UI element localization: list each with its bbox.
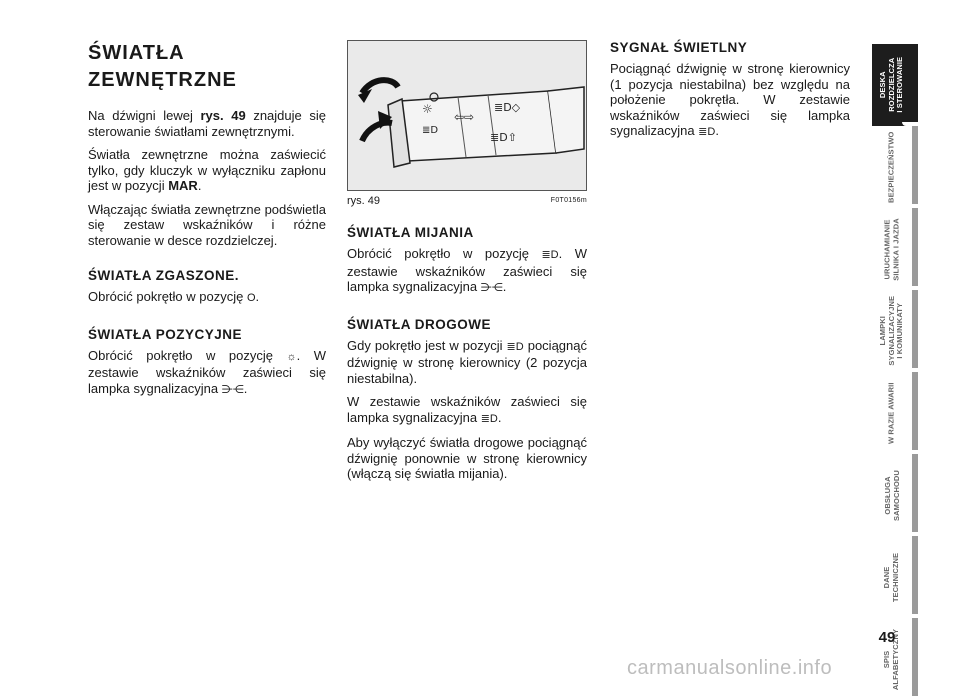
position-lights-heading: ŚWIATŁA POZYCYJNE xyxy=(88,326,243,342)
lights-off-heading: ŚWIATŁA ZGASZONE. xyxy=(88,268,239,283)
high-beam-lamp-text: W zestawie wskaźników zaświeci się lampka sygnalizacyjna ≣D. xyxy=(347,394,587,425)
low-beam-heading: ŚWIATŁA MIJANIA xyxy=(347,225,474,240)
tab-safety[interactable] xyxy=(872,126,918,208)
left-column xyxy=(88,40,326,406)
svg-text:☼: ☼ xyxy=(422,102,433,116)
right-column xyxy=(610,40,850,149)
tab-label: LAMPKI SYGNALIZACYJNE I KOMUNIKATY xyxy=(878,296,905,366)
position-lights-text: Obrócić pokrętło w pozycję ☼. W zestawie wskaźników zaświeci się lampka sygnalizacyjna ⋺⋲. xyxy=(88,347,326,396)
position-lights-icon: ☼ xyxy=(286,350,297,363)
tab-label: URUCHAMIANIE SILNIKA I JAZDA xyxy=(882,217,901,281)
middle-column xyxy=(347,40,587,490)
backlight-paragraph: Włączając światła zewnętrzne podświetla się zestaw wskaźników i różne sterowanie w desce rozdzielczej. xyxy=(88,201,326,248)
tab-starting-driving[interactable] xyxy=(872,208,918,290)
tab-label: SPIS ALFABETYCZNY xyxy=(882,628,901,690)
sidelight-lamp-icon: ⋺⋲ xyxy=(221,383,244,396)
tab-label: DESKA ROZDZIELCZA I STEROWANIE xyxy=(878,57,905,113)
figure-caption xyxy=(347,193,587,213)
tab-label: DANE TECHNICZNE xyxy=(882,552,900,602)
tab-emergency[interactable] xyxy=(872,372,918,454)
low-beam-icon: ≣D xyxy=(506,340,524,353)
high-beam-lamp-icon: ≣D xyxy=(698,126,716,138)
light-lever-illustration xyxy=(348,41,586,190)
flash-heading: SYGNAŁ ŚWIETLNY xyxy=(610,40,748,55)
low-beam-text: Obrócić pokrętło w pozycję ≣D. W zestawie wskaźników zaświeci się lampka sygnalizacyjna ⋺⋲. xyxy=(347,246,587,294)
tab-technical-data[interactable] xyxy=(872,536,918,618)
tab-car-maintenance[interactable] xyxy=(872,454,918,536)
low-beam-icon: ≣D xyxy=(541,249,559,261)
svg-text:≣D: ≣D xyxy=(422,125,439,136)
svg-text:≣D◇: ≣D◇ xyxy=(494,101,521,114)
high-beam-heading: ŚWIATŁA DROGOWE xyxy=(347,316,491,332)
page-number: 49 xyxy=(878,629,896,646)
off-position-icon: O xyxy=(246,292,256,304)
high-beam-lamp-icon: ≣D xyxy=(480,412,498,425)
high-beam-text: Gdy pokrętło jest w pozycji ≣D pociągnąć dźwignię w stronę kierownicy (2 pozycja niestabilna). xyxy=(347,337,587,386)
ignition-paragraph: Światła zewnętrzne można zaświecić tylko, gdy kluczyk w wyłączniku zapłonu jest w pozycji MAR. xyxy=(88,147,326,193)
intro-paragraph: Na dźwigni lewej rys. 49 znajduje się sterowanie światłami zewnętrznymi. xyxy=(88,108,326,139)
svg-text:⇦⇨: ⇦⇨ xyxy=(454,110,475,124)
chapter-tabs xyxy=(872,44,918,700)
figure-number: rys. 49 xyxy=(347,195,381,207)
page-title: ŚWIATŁA ZEWNĘTRZNE xyxy=(88,42,237,91)
lever-figure xyxy=(347,40,587,191)
sidelight-lamp-icon: ⋺⋲ xyxy=(480,282,503,294)
mar-label: MAR xyxy=(168,178,198,193)
svg-text:≣D⇧: ≣D⇧ xyxy=(490,131,517,144)
lights-off-text: Obrócić pokrętło w pozycję O. xyxy=(88,289,260,304)
tab-label: BEZPIECZEŃSTWO xyxy=(886,131,896,203)
tab-warning-lights[interactable] xyxy=(872,290,918,372)
figure-reference: rys. 49 xyxy=(200,108,246,123)
tab-label: W RAZIE AWARII xyxy=(886,382,896,444)
figure-code: F0T0156m xyxy=(550,197,587,204)
flash-text: Pociągnąć dźwignię w stronę kierownicy (1 pozycja niestabilna) bez względu na położenie pokrętła. W zestawie wskaźników zaświeci się lampka sygnalizacyjna ≣D. xyxy=(610,61,850,138)
tab-label: OBSŁUGA SAMOCHODU xyxy=(882,469,900,521)
tab-dashboard-controls[interactable] xyxy=(872,44,918,126)
watermark: carmanualsonline.info xyxy=(627,657,833,679)
high-beam-off-text: Aby wyłączyć światła drogowe pociągnąć dźwignię ponownie w stronę kierownicy (włączą się światła mijania). xyxy=(347,435,587,481)
